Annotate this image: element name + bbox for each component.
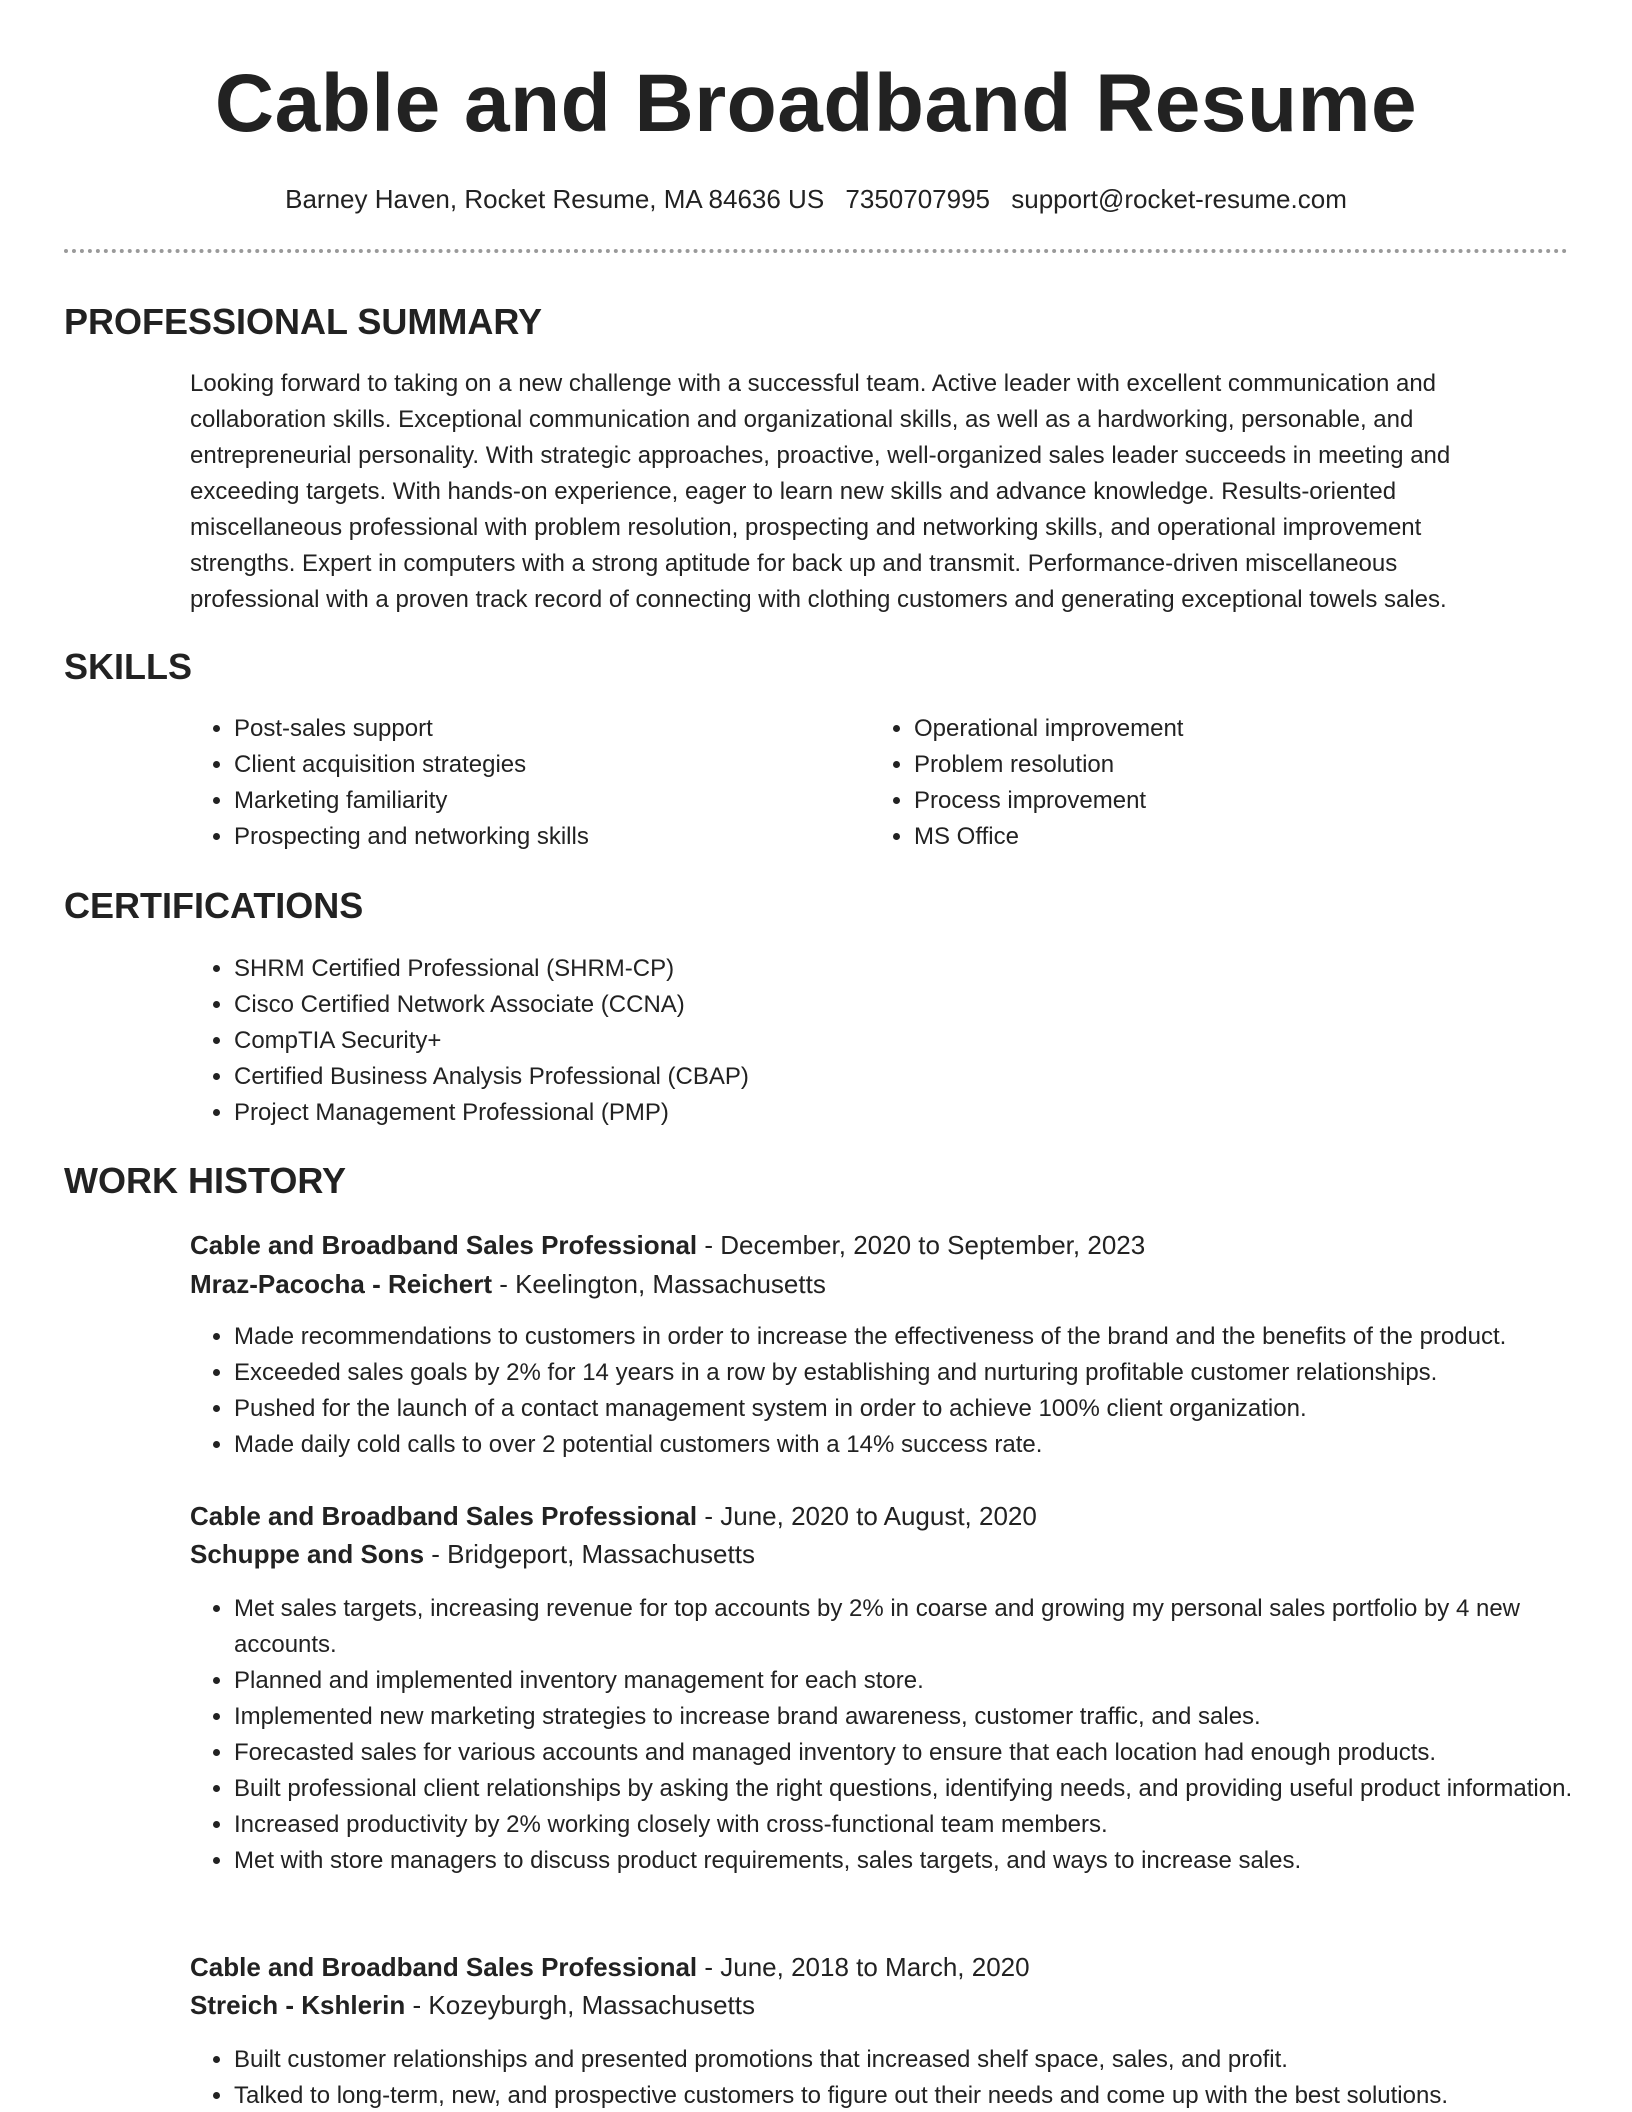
skill-item: • Prospecting and networking skills [234,819,854,855]
job-title-line [190,1226,1145,1264]
job-bullet: • Talked to long-term, new, and prospective customers to figure out their needs and come up with the best solutions. [234,2078,1632,2112]
certification-item: • Certified Business Analysis Professional (CBAP) [234,1059,1574,1095]
job-bullet: • Made recommendations to customers in order to increase the effectiveness of the brand and the benefits of the product. [234,1319,1632,1355]
summary-heading: PROFESSIONAL SUMMARY [64,301,543,342]
skills-list-right [870,711,1534,855]
job-dates: - December, 2020 to September, 2023 [697,1230,1146,1260]
contact-phone: 7350707995 [845,184,991,214]
skill-item: • Operational improvement [914,711,1534,747]
contact-line [0,182,1632,216]
job-bullet: • Built customer relationships and presented promotions that increased shelf space, sales, and profit. [234,2042,1632,2078]
job-bullet: • Met sales targets, increasing revenue for top accounts by 2% in coarse and growing my personal sales portfolio by 4 new accounts. [234,1591,1614,1663]
job-location: - Keelington, Massachusetts [491,1269,826,1299]
certification-item: • Project Management Professional (PMP) [234,1095,1574,1131]
skill-item: • Post-sales support [234,711,854,747]
certifications-heading: CERTIFICATIONS [64,885,364,926]
job-bullet: • Exceeded sales goals by 2% for 14 years in a row by establishing and nurturing profitable customer relationships. [234,1355,1632,1391]
job-bullets [190,1591,1614,1879]
job-bullets [190,1319,1632,1463]
job-title: Cable and Broadband Sales Professional [190,1230,698,1260]
job-dates: - June, 2018 to March, 2020 [697,1952,1030,1982]
skill-item: • Client acquisition strategies [234,747,854,783]
skill-item: • Marketing familiarity [234,783,854,819]
certifications-list [190,951,1574,1131]
job-bullet: • Built professional client relationships by asking the right questions, identifying needs, and providing useful product information. [234,1771,1614,1807]
job-title-line [190,1948,1030,1986]
job-company: Streich - Kshlerin [190,1990,406,2020]
job-company: Schuppe and Sons [190,1539,425,1569]
job-dates: - June, 2020 to August, 2020 [697,1501,1037,1531]
work-history-heading: WORK HISTORY [64,1160,347,1201]
skill-item: • MS Office [914,819,1534,855]
job-bullet: • Made daily cold calls to over 2 potential customers with a 14% success rate. [234,1427,1632,1463]
job-bullet: • Implemented new marketing strategies to increase brand awareness, customer traffic, and sales. [234,1699,1614,1735]
job-bullet: • Increased productivity by 2% working closely with cross-functional team members. [234,1807,1614,1843]
contact-email: support@rocket-resume.com [1011,184,1347,214]
skill-item: • Problem resolution [914,747,1534,783]
summary-text: Looking forward to taking on a new challenge with a successful team. Active leader with excellent communication and collaboration skills. Exceptional communication and organizational skills, as well as a hardworking, personable, and entrepreneurial personality. With strategic approaches, proactive, well-organized sales leader succeeds in meeting and exceeding targets. With hands-on experience, eager to learn new skills and advance knowledge. Results-oriented miscellaneous professional with problem resolution, prospecting and networking skills, and operational improvement strengths. Expert in computers with a strong aptitude for back up and transmit. Performance-driven miscellaneous professional with a proven track record of connecting with clothing customers and generating exceptional towels sales. [190,370,1451,613]
resume-title: Cable and Broadband Resume [214,58,1418,149]
skills-list-left [190,711,854,855]
job-bullets [190,2042,1632,2112]
header-divider [64,249,1568,253]
job-company: Mraz-Pacocha - Reichert [190,1269,492,1299]
skill-item: • Process improvement [914,783,1534,819]
job-title: Cable and Broadband Sales Professional [190,1952,698,1982]
job-bullet: • Met with store managers to discuss product requirements, sales targets, and ways to increase sales. [234,1843,1614,1879]
contact-address: Barney Haven, Rocket Resume, MA 84636 US [285,184,825,214]
certification-item: • CompTIA Security+ [234,1023,1574,1059]
job-bullet: • Pushed for the launch of a contact management system in order to achieve 100% client organization. [234,1391,1632,1427]
job-bullet: • Planned and implemented inventory management for each store. [234,1663,1614,1699]
certification-item: • Cisco Certified Network Associate (CCNA) [234,987,1574,1023]
job-company-line [190,1535,755,1573]
job-title: Cable and Broadband Sales Professional [190,1501,698,1531]
job-title-line [190,1497,1037,1535]
job-bullet: • Forecasted sales for various accounts and managed inventory to ensure that each location had enough products. [234,1735,1614,1771]
job-company-line [190,1986,755,2024]
job-location: - Kozeyburgh, Massachusetts [405,1990,755,2020]
certification-item: • SHRM Certified Professional (SHRM-CP) [234,951,1574,987]
job-location: - Bridgeport, Massachusetts [424,1539,755,1569]
job-company-line [190,1265,826,1303]
skills-heading: SKILLS [64,646,193,687]
